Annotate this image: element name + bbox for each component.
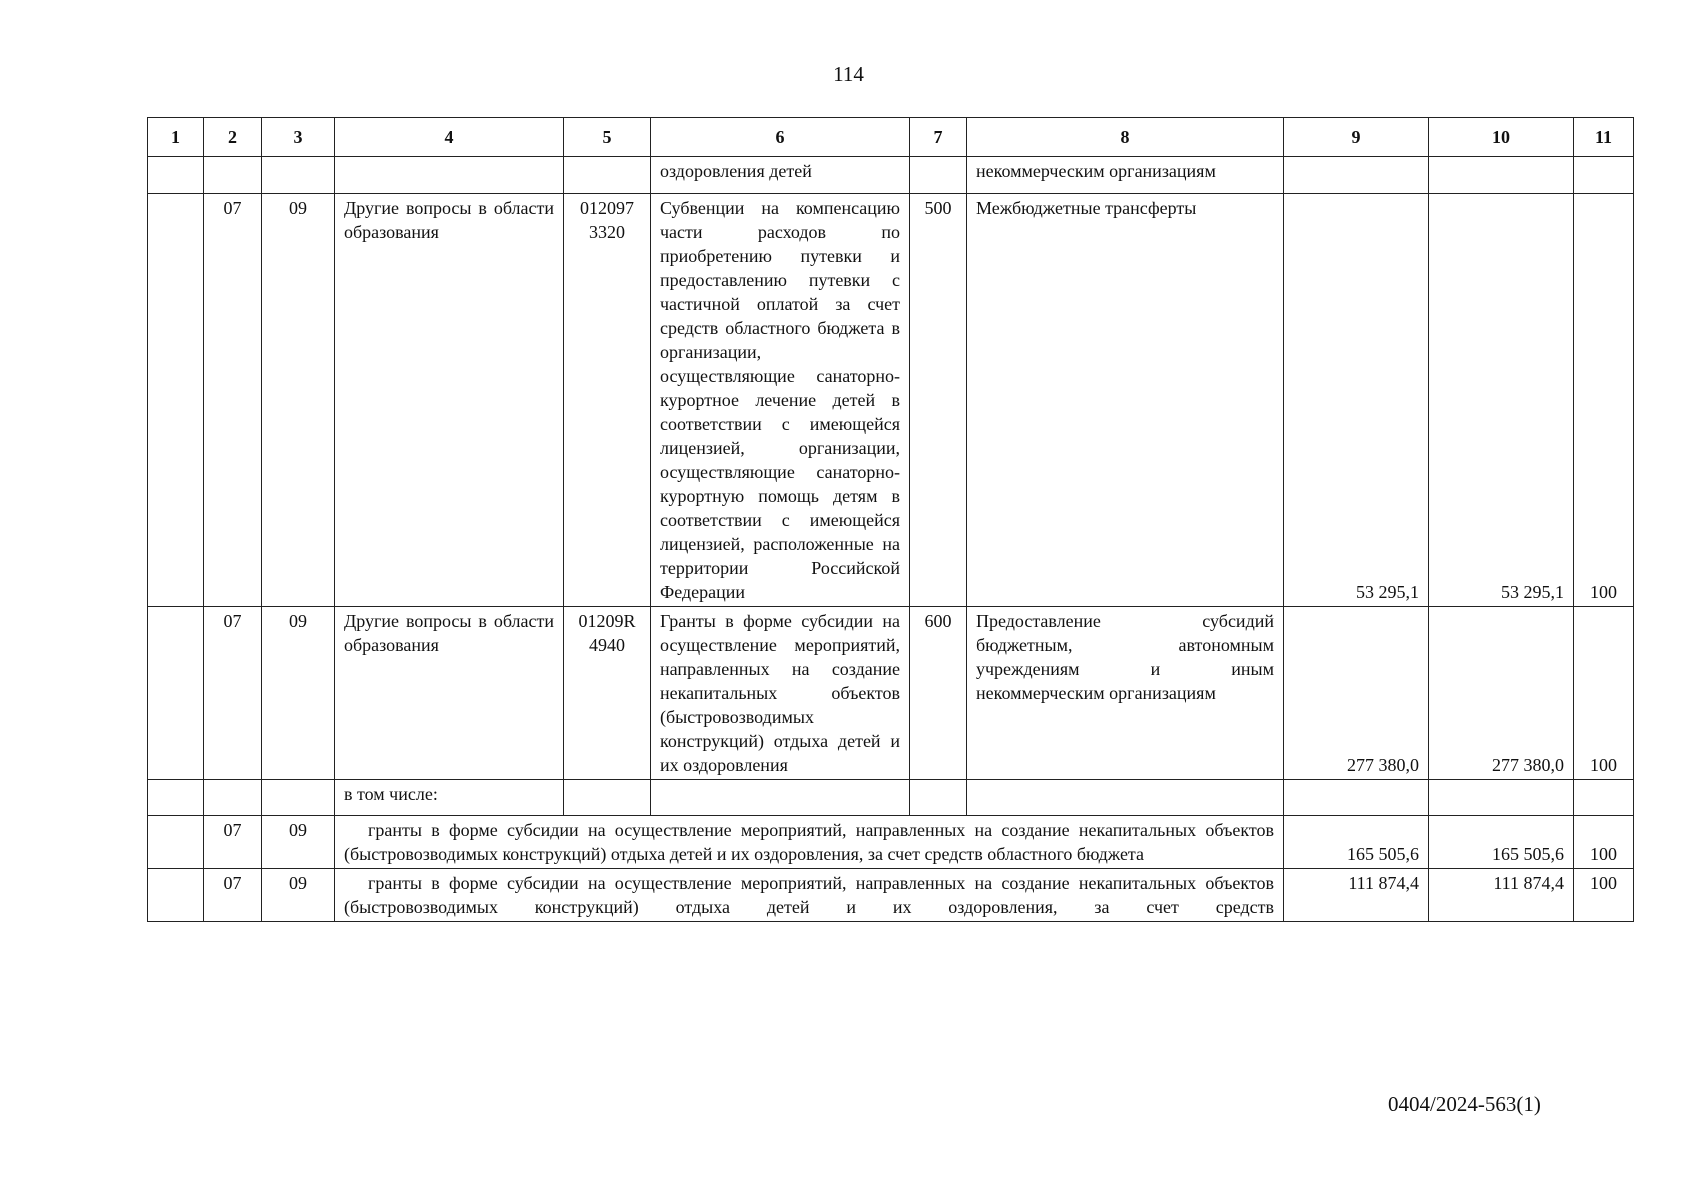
budget-table	[147, 117, 1634, 922]
direction-cell: Субвенции на компенсацию части расходов по приобретению путевки и предоставлению путевки с частичной оплатой за счет средств областного бюджета в организации, осуществляющие санаторно-курортное лечение детей в соответствии с имеющейся лицензией, организации, осуществляющие санаторно-курортную помощь детям в соответствии с имеющейся лицензией, расположенные на территории Российской Федерации	[651, 194, 910, 607]
header-cell: 4	[335, 118, 564, 157]
table-row	[148, 157, 1634, 194]
amount-approved-cell: 53 295,1	[1429, 194, 1574, 607]
name-cell: Другие вопросы в области образования	[335, 194, 564, 607]
amount-approved-cell: 111 874,4	[1429, 869, 1574, 922]
header-cell: 2	[204, 118, 262, 157]
percent-cell: 100	[1574, 607, 1634, 780]
expense-type-cell: Предоставление субсидий бюджетным, автономным учреждениям и иным некоммерческим организациям	[967, 607, 1284, 780]
section-code-cell: 07	[204, 194, 262, 607]
amount-approved-cell: 165 505,6	[1429, 816, 1574, 869]
direction-cell: оздоровления детей	[651, 157, 910, 194]
expense-type-cell: Межбюджетные трансферты	[967, 194, 1284, 607]
name-cell: Другие вопросы в области образования	[335, 607, 564, 780]
expense-code-cell: 600	[910, 607, 967, 780]
section-code-cell: 07	[204, 607, 262, 780]
header-cell: 11	[1574, 118, 1634, 157]
table-row	[148, 780, 1634, 816]
table-row	[148, 607, 1634, 780]
section-code-cell: 07	[204, 816, 262, 869]
subsection-code-cell: 09	[262, 869, 335, 922]
percent-cell: 100	[1574, 816, 1634, 869]
header-cell: 10	[1429, 118, 1574, 157]
table-row	[148, 194, 1634, 607]
subsection-code-cell: 09	[262, 194, 335, 607]
percent-cell: 100	[1574, 869, 1634, 922]
direction-cell: Гранты в форме субсидии на осуществление мероприятий, направленных на создание некапитальных объектов (быстровозводимых конструкций) отдыха детей и их оздоровления	[651, 607, 910, 780]
amount-plan-cell: 165 505,6	[1284, 816, 1429, 869]
amount-plan-cell: 53 295,1	[1284, 194, 1429, 607]
header-cell: 1	[148, 118, 204, 157]
amount-plan-cell: 277 380,0	[1284, 607, 1429, 780]
header-cell: 3	[262, 118, 335, 157]
document-code: 0404/2024-563(1)	[1388, 1092, 1541, 1116]
target-code-cell: 01209R 4940	[564, 607, 651, 780]
amount-approved-cell: 277 380,0	[1429, 607, 1574, 780]
subsection-code-cell: 09	[262, 816, 335, 869]
section-code-cell: 07	[204, 869, 262, 922]
header-cell: 8	[967, 118, 1284, 157]
header-cell: 6	[651, 118, 910, 157]
amount-plan-cell: 111 874,4	[1284, 869, 1429, 922]
header-cell: 5	[564, 118, 651, 157]
header-cell: 7	[910, 118, 967, 157]
header-cell: 9	[1284, 118, 1429, 157]
expense-type-cell: некоммерческим организациям	[967, 157, 1284, 194]
table-row	[148, 816, 1634, 869]
table-header-row	[148, 118, 1634, 157]
merged-description-cell: гранты в форме субсидии на осуществление мероприятий, направленных на создание некапитальных объектов (быстровозводимых конструкций) отдыха детей и их оздоровления, за счет средств областного бюджета	[335, 816, 1284, 869]
table-row	[148, 869, 1634, 922]
merged-description-cell: гранты в форме субсидии на осуществление мероприятий, направленных на создание некапитальных объектов (быстровозводимых конструкций) отдыха детей и их оздоровления, за счет средств	[335, 869, 1284, 922]
page-number: 114	[833, 62, 864, 86]
name-cell: в том числе:	[335, 780, 564, 816]
percent-cell: 100	[1574, 194, 1634, 607]
subsection-code-cell: 09	[262, 607, 335, 780]
target-code-cell: 012097 3320	[564, 194, 651, 607]
expense-code-cell: 500	[910, 194, 967, 607]
